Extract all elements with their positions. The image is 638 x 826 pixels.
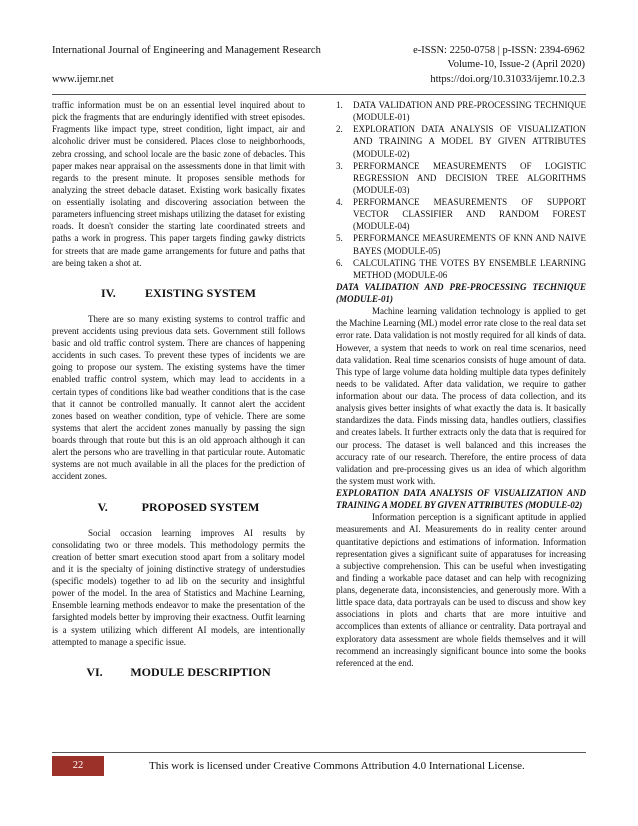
- module-list: [336, 99, 586, 281]
- intro-paragraph: traffic information must be on an essential level inquired about to pick the fragments that are enduringly identified with street episodes. Fragments like impact type, street condition, light impact, air and alcoholic driver must be considered. Places close to neighborhoods, zebra crossing, and school locale are the basic zone of debacles. This paper makes near appraisal on the assessments done in that limit with regards to the present minute. It proposes sensible methods for analyzing the street debacle dataset. Existing work basically fixates on essentially isolating and discovering association between the parameters influencing street mishaps utilizing the dataset for existing roads. It doesn't consider the starting late coordinated streets and paths a work in progress. This paper targets finding gawky districts for streets that are made game arrangements for future and paths that are being taken a shot at.: [52, 100, 305, 268]
- list-item: 2. EXPLORATION DATA ANALYSIS OF VISUALIZATION AND TRAINING A MODEL BY GIVEN ATTRIBUTES (MODULE-02): [336, 124, 586, 159]
- section-module-description-heading: [52, 665, 305, 679]
- section-number: VI.: [86, 664, 103, 679]
- module-02-subheading: EXPLORATION DATA ANALYSIS OF VISUALIZATION AND TRAINING A MODEL BY GIVEN ATTRIBUTES (MODULE-02): [336, 488, 586, 511]
- journal-website[interactable]: www.ijemr.net: [52, 74, 114, 85]
- section-existing-system-heading: [52, 286, 305, 300]
- section-title: MODULE DESCRIPTION: [130, 664, 271, 679]
- doi-link[interactable]: https://doi.org/10.31033/ijemr.10.2.3: [430, 74, 585, 85]
- proposed-system-paragraph: Social occasion learning improves AI results by consolidating two or three models. This methodology permits the creation of better smart execution stood apart from a solitary model and it is the specialty of joining distinctive strategy of understudies (specific models) together to ad lib on the security and insightful power of the model. In the area of Statistics and Machine Learning, Ensemble learning methods endeavor to make the presentation of the farsighted models better by improving their exactness. Outfit learning is a system utilizing which different AI models, are intentionally attempted to manage a specific issue.: [52, 527, 305, 647]
- module-01-subheading: DATA VALIDATION AND PRE-PROCESSING TECHNIQUE (MODULE-01): [336, 281, 586, 304]
- section-title: EXISTING SYSTEM: [144, 285, 257, 300]
- section-title: PROPOSED SYSTEM: [141, 499, 260, 514]
- existing-system-paragraph: There are so many existing systems to control traffic and prevent accidents using previous data sets. Government still follows basic and old traffic control system. There are chances of happening accidents in such cases. To prevent these types of incidents we are going to propose our system. The existing systems have the timer enabled traffic control system, which may lead to accidents in a certain types of conditions like bad weather conditions that is the case that it cannot be controlled manually. It cannot alert the accident zones based on weather condition, type of vehicle. There are some systems that alert the accident zones manually by passing the sign boards through that route but this is an old approach although it can alert the persons who are travelling in that particular route. Automatic systems are not much available in all the places for the prediction of accident zones.: [52, 313, 305, 482]
- list-item: 1. DATA VALIDATION AND PRE-PROCESSING TECHNIQUE (MODULE-01): [336, 100, 586, 123]
- section-proposed-system-heading: [52, 500, 305, 514]
- module-02-paragraph: Information perception is a significant aptitude in applied measurements and AI. Measurements do in reality center around quantitative depictions and estimations of information. Information representation gives a significant suite of apparatuses for increasing a subjective comprehension. This can be useful when investigating and finding a workable pace dataset and can help with recognizing plans, degenerate data, inconsistencies, and generously more. With a little space data, data portrayals can be used to discuss and show key associations in plots and charts that are more intuitive and accomplices than extents of alliance or centrality. Data portrayal and exploratory data assessment are whole fields themselves and it will recommend an increasingly significant bounce into some the books referenced at the end.: [336, 512, 586, 668]
- list-item: 3. PERFORMANCE MEASUREMENTS OF LOGISTIC REGRESSION AND DECISION TREE ALGORITHMS (MODULE-03): [336, 160, 586, 195]
- list-item: 4. PERFORMANCE MEASUREMENTS OF SUPPORT VECTOR CLASSIFIER AND RANDOM FOREST (MODULE-04): [336, 197, 586, 232]
- left-column: [52, 99, 305, 679]
- header-divider: [52, 94, 586, 95]
- volume-issue: Volume-10, Issue-2 (April 2020): [447, 59, 585, 70]
- page-number: 22: [52, 756, 104, 776]
- footer-divider: [52, 752, 586, 753]
- issn-line: e-ISSN: 2250-0758 | p-ISSN: 2394-6962: [413, 45, 585, 56]
- section-number: IV.: [100, 285, 116, 300]
- license-notice[interactable]: This work is licensed under Creative Commons Attribution 4.0 International License.: [149, 760, 525, 772]
- right-column: [336, 99, 586, 669]
- section-number: V.: [97, 499, 108, 514]
- module-01-paragraph: Machine learning validation technology is applied to get the Machine Learning (ML) model error rate close to the real data set error rate. Data validation is not mostly required for all kinds of data. However, a system that needs to work on real time scenarios, need data validation. Real time scenarios consists of huge amount of data. This type of large volume data holding multiple data types definitely needs to be validated. After data validation, we require to gather information about our data. The process of data collection, and its analysis gives better insights of what exactly the data is. It basically standardizes the data. Finds missing data, handles outliers, classifies and creates labels. It further extracts only the data that is required for our process. The dataset is well balanced and this increases the accuracy rate of our research. Therefore, the entire process of data validation and pre-processing gives us an idea of which algorithm the system must work with.: [336, 306, 586, 486]
- journal-name: International Journal of Engineering and Management Research: [52, 45, 321, 56]
- list-item: 6. CALCULATING THE VOTES BY ENSEMBLE LEARNING METHOD (MODULE-06: [336, 257, 586, 280]
- list-item: 5. PERFORMANCE MEASUREMENTS OF KNN AND NAIVE BAYES (MODULE-05): [336, 233, 586, 256]
